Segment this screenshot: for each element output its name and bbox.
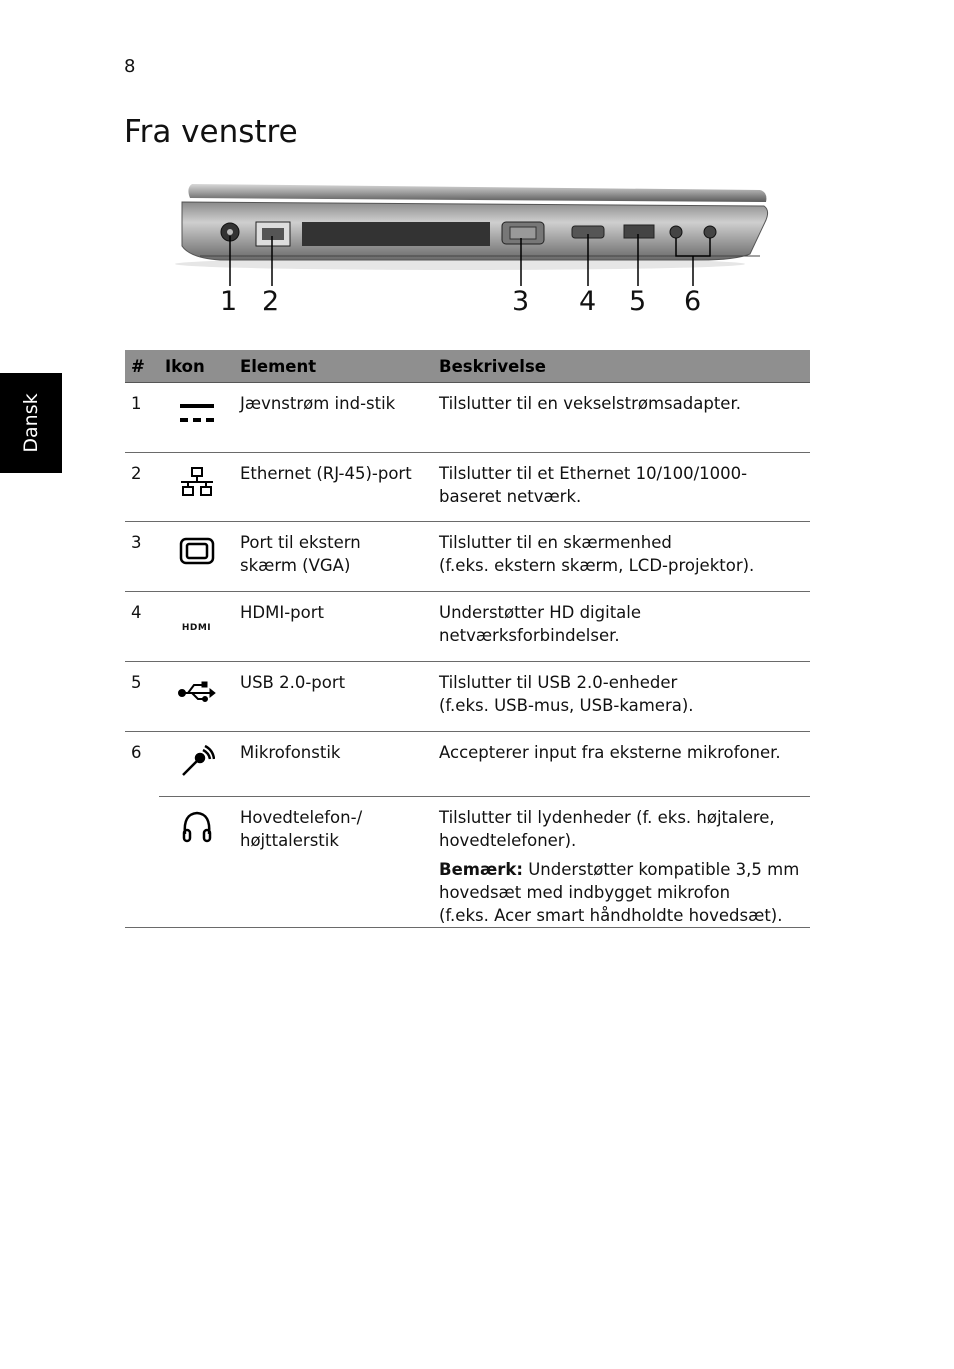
headphone-icon: [181, 810, 213, 844]
description-line: hovedtelefoner).: [439, 831, 577, 850]
side-tab-label: Dansk: [20, 393, 42, 453]
row-element: Jævnstrøm ind-stik: [234, 383, 433, 453]
page-number: 8: [124, 56, 136, 77]
header-icon: Ikon: [159, 350, 234, 383]
description-line: baseret netværk.: [439, 487, 582, 506]
table-header-row: [125, 350, 810, 383]
description-line: netværksforbindelser.: [439, 626, 620, 645]
ports-table: [125, 350, 810, 928]
vent-slots: [302, 222, 490, 246]
row-num: 3: [125, 522, 159, 592]
row-description: [433, 453, 810, 522]
row-element: [234, 522, 433, 592]
description-line: Tilslutter til lydenheder (f. eks. højtalere,: [439, 808, 775, 827]
callout-1: 1: [220, 286, 238, 317]
row-description: [433, 797, 810, 928]
description-line: Tilslutter til en skærmenhed: [439, 533, 672, 552]
page-title: Fra venstre: [124, 114, 298, 150]
table-row: [125, 453, 810, 522]
element-line: Hovedtelefon-/: [240, 808, 363, 827]
description-line: (f.eks. ekstern skærm, LCD-projektor).: [439, 556, 755, 575]
network-icon: [179, 466, 215, 498]
header-element: Element: [234, 350, 433, 383]
language-side-tab: [0, 373, 62, 473]
table-row: [125, 732, 810, 797]
dc-power-icon: [179, 400, 215, 428]
description-line: Tilslutter til et Ethernet 10/100/1000-: [439, 464, 748, 483]
row-description: [433, 522, 810, 592]
row-element: HDMI-port: [234, 592, 433, 662]
callout-2: 2: [262, 286, 280, 317]
row-description: [433, 592, 810, 662]
callout-4: 4: [579, 286, 597, 317]
row-element: Mikrofonstik: [234, 732, 433, 797]
table-row: [125, 797, 810, 928]
table-row: [125, 592, 810, 662]
callout-3: 3: [512, 286, 530, 317]
row-num: 6: [131, 743, 142, 762]
header-num: #: [125, 350, 159, 383]
row-description: Accepterer input fra eksterne mikrofoner.: [433, 732, 810, 797]
element-line: højttalerstik: [240, 831, 339, 850]
note-line: hovedsæt med indbygget mikrofon: [439, 883, 731, 902]
row-num: 1: [125, 383, 159, 453]
row-num: 4: [125, 592, 159, 662]
note: [439, 858, 804, 927]
element-line: Port til ekstern: [240, 533, 361, 552]
row-description: Tilslutter til en vekselstrømsadapter.: [433, 383, 810, 453]
row-element: USB 2.0-port: [234, 662, 433, 732]
note-line: Understøtter kompatible 3,5 mm: [522, 860, 800, 879]
description-line: (f.eks. USB-mus, USB-kamera).: [439, 696, 694, 715]
table-row: [125, 383, 810, 453]
row-description: [433, 662, 810, 732]
header-description: Beskrivelse: [433, 350, 810, 383]
description-line: Understøtter HD digitale: [439, 603, 642, 622]
vga-icon: [179, 537, 215, 565]
callout-5: 5: [629, 286, 647, 317]
row-num: 5: [125, 662, 159, 732]
callout-6: 6: [684, 286, 702, 317]
row-element: Ethernet (RJ-45)-port: [234, 453, 433, 522]
note-label: Bemærk:: [439, 860, 523, 879]
microphone-icon: [179, 745, 215, 779]
note-line: (f.eks. Acer smart håndholdte hovedsæt).: [439, 906, 783, 925]
row-num: 2: [125, 453, 159, 522]
element-line: skærm (VGA): [240, 556, 351, 575]
table-row: [125, 522, 810, 592]
row-num: [125, 797, 159, 928]
table-row: [125, 662, 810, 732]
usb-icon: [178, 679, 216, 703]
description-line: Tilslutter til USB 2.0-enheder: [439, 673, 678, 692]
hdmi-icon: HDMI: [181, 623, 212, 633]
row-element: [234, 797, 433, 928]
